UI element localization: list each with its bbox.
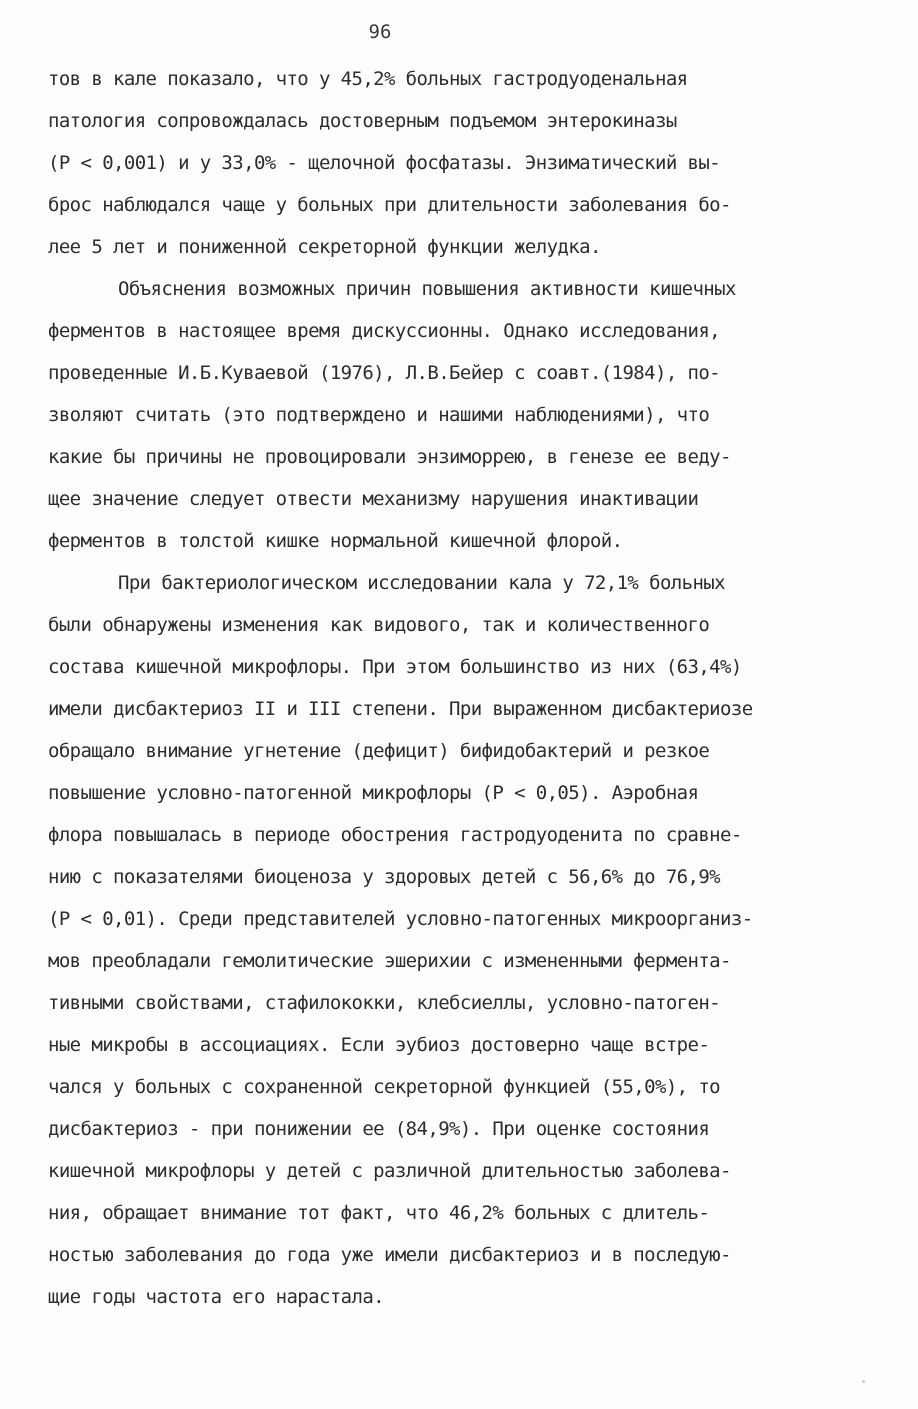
text-line: обращало внимание угнетение (дефицит) бифидобактерий и резкое	[48, 740, 710, 762]
text-line: (P < 0,01). Среди представителей условно-патогенных микроорганиз-	[48, 908, 753, 930]
body-text	[48, 58, 878, 1318]
text-line: (P < 0,001) и у 33,0% - щелочной фосфатазы. Энзиматический вы-	[48, 152, 721, 174]
text-line: ния, обращает внимание тот факт, что 46,2% больных с длитель-	[48, 1202, 710, 1224]
text-line: кишечной микрофлоры у детей с различной длительностью заболева-	[48, 1160, 731, 1182]
text-line: состава кишечной микрофлоры. При этом большинство из них (63,4%)	[48, 656, 742, 678]
text-line: имели дисбактериоз II и III степени. При выраженном дисбактериозе	[48, 698, 753, 720]
text-line: флора повышалась в периоде обострения гастродуоденита по сравне-	[48, 824, 742, 846]
text-line: лее 5 лет и пониженной секреторной функции желудка.	[48, 236, 601, 258]
text-line: тов в кале показало, что у 45,2% больных гастродуоденальная	[48, 68, 688, 90]
text-line: щие годы частота его нарастала.	[48, 1286, 385, 1308]
text-line: мов преобладали гемолитические эшерихии с измененными фермента-	[48, 950, 731, 972]
text-line: дисбактериоз - при понижении ее (84,9%). При оценке состояния	[48, 1118, 710, 1140]
text-line: повышение условно-патогенной микрофлоры (P < 0,05). Аэробная	[48, 782, 699, 804]
text-line: нию с показателями биоценоза у здоровых детей с 56,6% до 76,9%	[48, 866, 721, 888]
text-line: были обнаружены изменения как видового, так и количественного	[48, 614, 710, 636]
page-number: 96	[368, 21, 392, 43]
text-line: брос наблюдался чаще у больных при длительности заболевания бо-	[48, 194, 731, 216]
text-line: ные микробы в ассоциациях. Если эубиоз достоверно чаще встре-	[48, 1034, 710, 1056]
paragraph-first-line: Объяснения возможных причин повышения активности кишечных	[118, 278, 736, 300]
text-line: ностью заболевания до года уже имели дисбактериоз и в последую-	[48, 1244, 731, 1266]
text-line: чался у больных с сохраненной секреторной функцией (55,0%), то	[48, 1076, 721, 1098]
text-line: зволяют считать (это подтверждено и нашими наблюдениями), что	[48, 404, 710, 426]
text-line: щее значение следует отвести механизму нарушения инактивации	[48, 488, 699, 510]
text-line: патология сопровождалась достоверным подъемом энтерокиназы	[48, 110, 677, 132]
paragraph-first-line: При бактериологическом исследовании кала у 72,1% больных	[118, 572, 725, 594]
scan-speck	[862, 1380, 865, 1383]
text-line: тивными свойствами, стафилококки, клебсиеллы, условно-патоген-	[48, 992, 721, 1014]
text-line: ферментов в настоящее время дискуссионны. Однако исследования,	[48, 320, 721, 342]
text-line: ферментов в толстой кишке нормальной кишечной флорой.	[48, 530, 623, 552]
text-line: проведенные И.Б.Куваевой (1976), Л.В.Бейер с соавт.(1984), по-	[48, 362, 721, 384]
text-line: какие бы причины не провоцировали энзиморрею, в генезе ее веду-	[48, 446, 731, 468]
